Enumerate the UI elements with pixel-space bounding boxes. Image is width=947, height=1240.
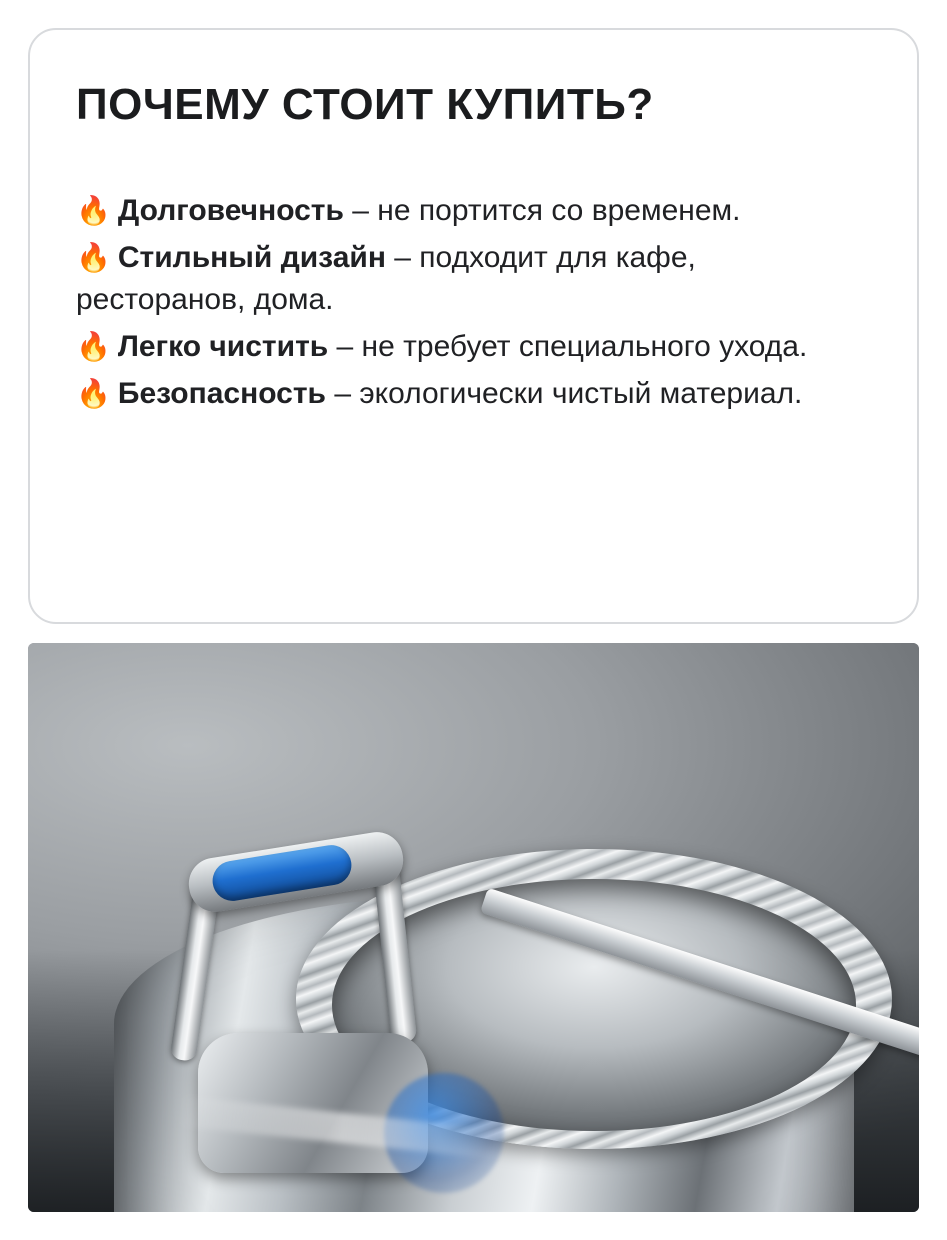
fire-icon: 🔥 bbox=[76, 195, 111, 227]
benefit-description: – не требует специального ухода. bbox=[328, 329, 808, 363]
benefit-term: Стильный дизайн bbox=[117, 240, 386, 274]
handle-arm-right bbox=[373, 862, 418, 1044]
list-item bbox=[76, 190, 871, 233]
list-item bbox=[76, 237, 871, 322]
benefit-term: Долговечность bbox=[117, 194, 344, 228]
list-item bbox=[76, 326, 871, 369]
benefit-term: Легко чистить bbox=[117, 329, 329, 363]
benefits-card bbox=[28, 28, 919, 624]
fire-icon: 🔥 bbox=[76, 377, 111, 409]
pot-handle bbox=[168, 823, 438, 1073]
benefit-description: – экологически чистый материал. bbox=[325, 376, 803, 410]
page-title: ПОЧЕМУ СТОИТ КУПИТЬ? bbox=[76, 80, 654, 129]
benefit-description: – не портится со временем. bbox=[343, 194, 741, 228]
benefit-term: Безопасность bbox=[117, 376, 326, 410]
fire-icon: 🔥 bbox=[76, 330, 111, 362]
list-item bbox=[76, 373, 871, 416]
product-photo bbox=[28, 643, 919, 1212]
benefits-list bbox=[76, 190, 871, 415]
benefit-description: – подходит для кафе, ресторанов, дома. bbox=[76, 240, 696, 317]
fire-icon: 🔥 bbox=[76, 241, 111, 273]
